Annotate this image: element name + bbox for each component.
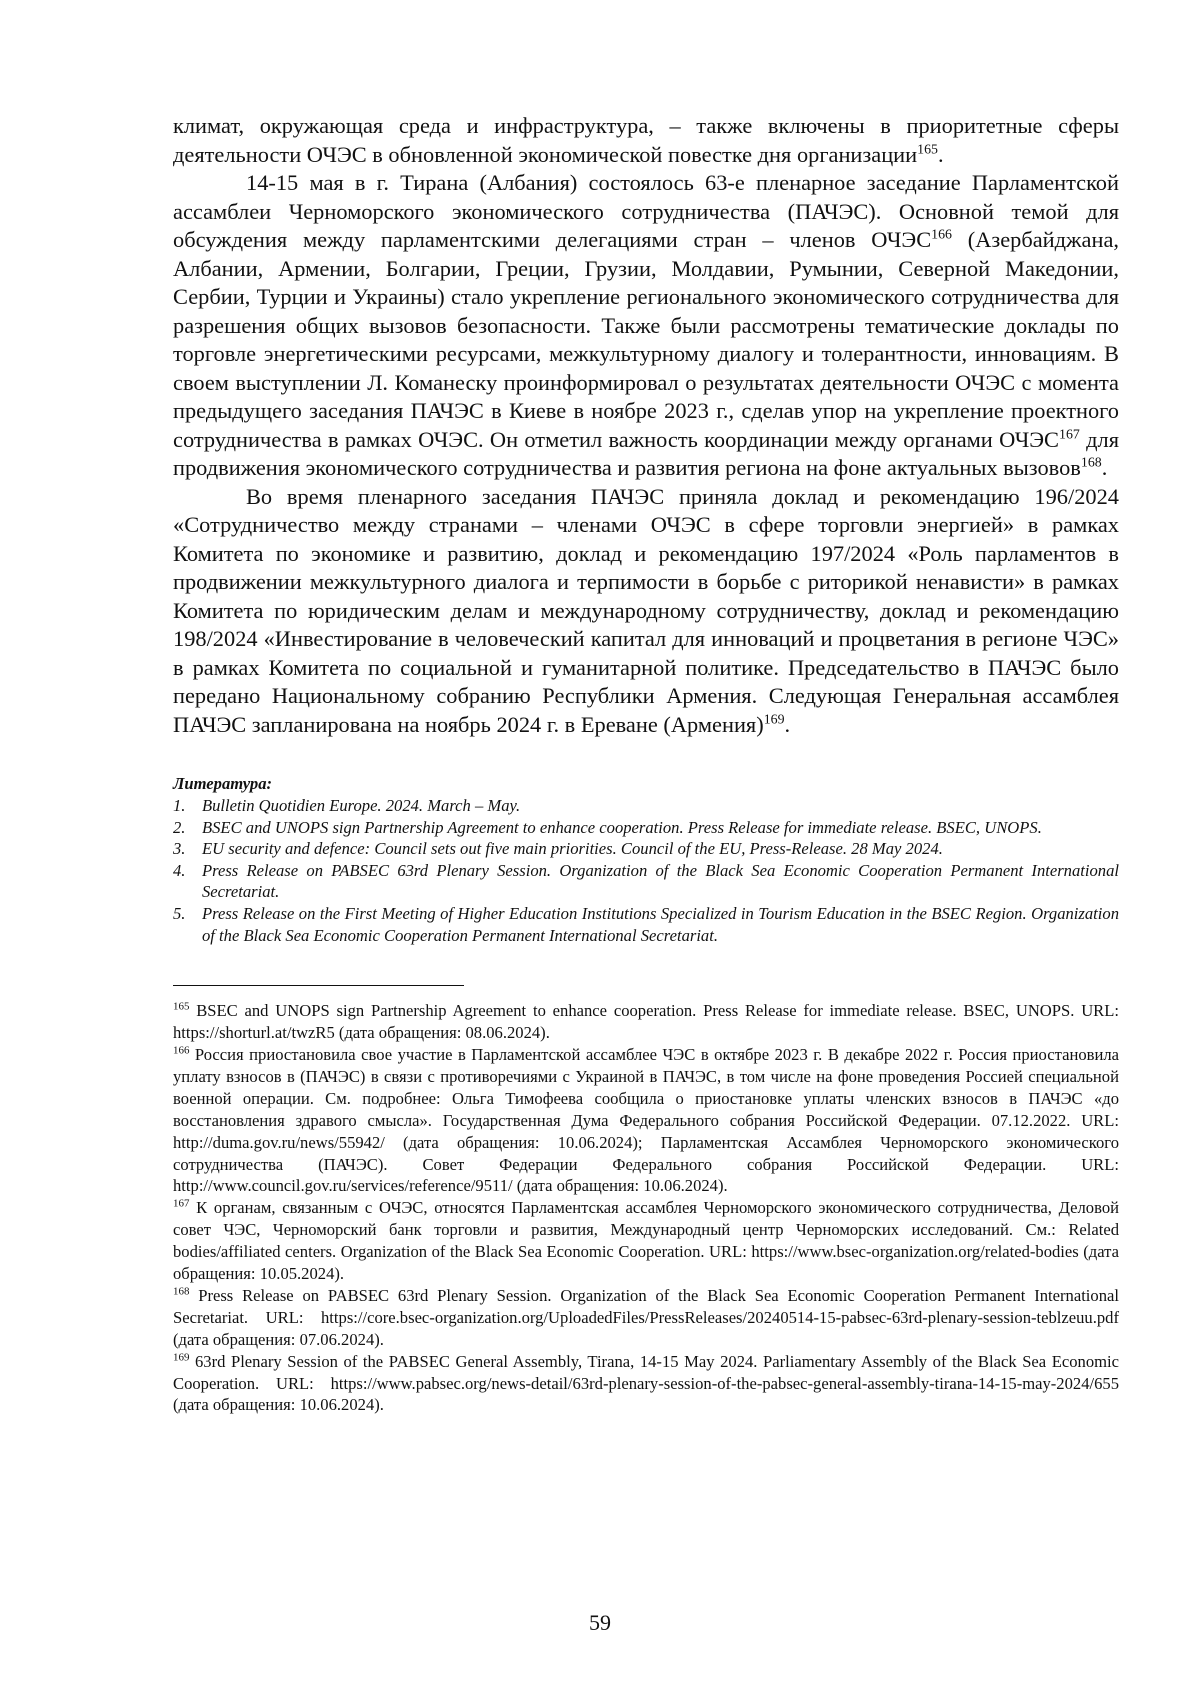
paragraph-reports: Во время пленарного заседания ПАЧЭС приняла доклад и рекомендацию 196/2024 «Сотрудничество между странами – членами ОЧЭС в сфере торговли энергией» в рамках Комитета по экономике и развитию, доклад и рекомендацию 197/2024 «Роль парламентов в продвижении межкультурного диалога и терпимости в борьбе с риторикой ненависти» в рамках Комитета по юридическим делам и международному сотрудничеству, доклад и рекомендацию 198/2024 «Инвестирование в человеческий капитал для инноваций и процветания в регионе ЧЭС» в рамках Комитета по социальной и гуманитарной политике. Председательство в ПАЧЭС было передано Национальному собранию Республики Армения. Следующая Генеральная ассамблея ПАЧЭС запланирована на ноябрь 2024 г. в Ереване (Армения)$^{169}$. [173, 483, 1119, 737]
literature-heading: Литература: [173, 774, 273, 793]
footnote-ref-168[interactable]: 168 [1080, 455, 1102, 471]
literature-list [173, 795, 1119, 946]
footnote-ref-166[interactable]: 166 [931, 227, 952, 243]
paragraph-continued: климат, окружающая среда и инфраструктура, – также включены в приоритетные сферы деятельности ОЧЭС в обновленной экономической повестке дня организации$^{165}$. [173, 113, 1119, 167]
footnote-165: $^{165}$ BSEC and UNOPS sign Partnership Agreement to enhance cooperation. Press Release for immediate release. BSEC, UNOPS. URL: https://shorturl.at/twzR5 (дата обращения: 08.06.2024). [173, 1000, 1119, 1043]
literature-item: 2. BSEC and UNOPS sign Partnership Agreement to enhance cooperation. Press Release for immediate release. BSEC, UNOPS. [173, 817, 1042, 837]
literature-item: 1. Bulletin Quotidien Europe. 2024. March – May. [173, 796, 521, 815]
footnote-ref-165[interactable]: 165 [917, 142, 938, 158]
footnote-169: $^{169}$ 63rd Plenary Session of the PABSEC General Assembly, Tirana, 14-15 May 2024. Parliamentary Assembly of the Black Sea Economic Cooperation. URL: https://www.pabsec.org/news-detail/63rd-plenary-session-of-the-pabsec-general-assembly-tirana-14-15-may-2024/655 (дата обращения: 10.06.2024). [173, 1351, 1119, 1415]
literature-item: 3. EU security and defence: Council sets out five main priorities. Council of the EU, Press-Release. 28 May 2024. [173, 839, 943, 859]
page-content [173, 112, 1119, 1416]
literature-item: 5. Press Release on the First Meeting of Higher Education Institutions Specialized in Tourism Education in the BSEC Region. Organization of the Black Sea Economic Cooperation Permanent International Secretariat. [173, 903, 1119, 945]
footnote-166: $^{166}$ Россия приостановила свое участие в Парламентской ассамблее ЧЭС в октябре 2023 г. В декабре 2022 г. Россия приостановила уплату взносов в (ПАЧЭС) в связи с противоречиями с Украиной в ПАЧЭС, в том числе на фоне проведения Россией специальной военной операции. См. подробнее: Ольга Тимофеева сообщила о приостановке уплаты членских взносов в ПАЧЭС «до восстановления здравого смысла». Государственная Дума Федерального собрания Российской Федерации. 07.12.2022. URL: http://duma.gov.ru/news/55942/ (дата обращения: 10.06.2024); Парламентская Ассамблея Черноморского экономического сотрудничества (ПАЧЭС). Совет Федерации Федерального собрания Российской Федерации. URL: http://www.council.gov.ru/services/reference/9511/ (дата обращения: 10.06.2024). [173, 1044, 1119, 1196]
footnote-ref-169[interactable]: 169 [763, 712, 785, 728]
footnote-ref-167[interactable]: 167 [1059, 427, 1080, 443]
footnote-168: $^{168}$ Press Release on PABSEC 63rd Plenary Session. Organization of the Black Sea Economic Cooperation Permanent International Secretariat. URL: https://core.bsec-organization.org/UploadedFiles/PressReleases/20240514-15-pabsec-63rd-plenary-session-teblzeuu.pdf (дата обращения: 07.06.2024). [173, 1285, 1119, 1349]
footnote-separator [173, 985, 464, 986]
literature-item: 4. Press Release on PABSEC 63rd Plenary Session. Organization of the Black Sea Economic Cooperation Permanent International Secretariat. [173, 860, 1119, 902]
footnote-167: $^{167}$ К органам, связанным с ОЧЭС, относятся Парламентская ассамблея Черноморского экономического сотрудничества, Деловой совет ЧЭС, Черноморский банк торговли и развития, Международный центр Черноморских исследований. См.: Related bodies/affiliated centers. Organization of the Black Sea Economic Cooperation. URL: https://www.bsec-organization.org/related-bodies (дата обращения: 10.05.2024). [173, 1197, 1119, 1284]
paragraph-plenary-session: 14-15 мая в г. Тирана (Албания) состоялось 63-е пленарное заседание Парламентской ассамблеи Черноморского экономического сотрудничества (ПАЧЭС). Основной темой для обсуждения между парламентскими делегациями стран – членов ОЧЭС$^{166}$ (Азербайджана, Албании, Армении, Болгарии, Греции, Грузии, Молдавии, Румынии, Северной Македонии, Сербии, Турции и Украины) стало укрепление регионального экономического сотрудничества для разрешения общих вызовов безопасности. Также были рассмотрены тематические доклады по торговле энергетическими ресурсами, межкультурному диалогу и толерантности, инновациям. В своем выступлении Л. Команеску проинформировал о результатах деятельности ОЧЭС с момента предыдущего заседания ПАЧЭС в Киеве в ноябре 2023 г., сделав упор на укрепление проектного сотрудничества в рамках ОЧЭС. Он отметил важность координации между органами ОЧЭС$^{167}$ для продвижения экономического сотрудничества и развития региона на фоне актуальных вызовов$^{168}$. [173, 170, 1119, 480]
page-number: 59 [589, 1610, 611, 1635]
